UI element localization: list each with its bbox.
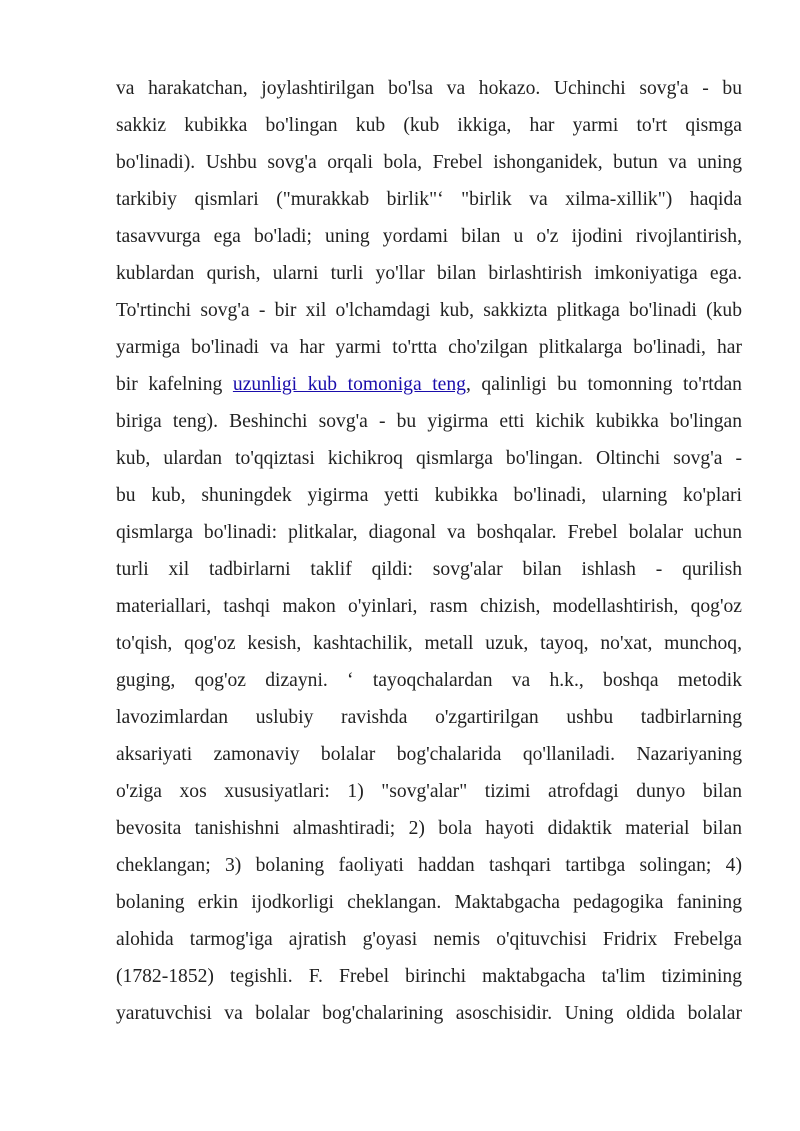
document-page <box>116 74 742 1036</box>
line-text-before-link: bir kafelning <box>116 374 233 395</box>
text-line: o'ziga xos xususiyatlari: 1) "sovg'alar" tizimi atrofdagi dunyo bilan <box>116 781 742 802</box>
text-line: bevosita tanishishni almashtiradi; 2) bola hayoti didaktik material bilan <box>116 818 742 839</box>
text-line: To'rtinchi sovg'a - bir xil o'lchamdagi kub, sakkizta plitkaga bo'linadi (kub <box>116 300 742 321</box>
text-line: kublardan qurish, ularni turli yo'llar bilan birlashtirish imkoniyatiga ega. <box>116 263 742 284</box>
text-line: bo'linadi). Ushbu sovg'a orqali bola, Frebel ishonganidek, butun va uning <box>116 152 742 173</box>
text-line: materiallari, tashqi makon o'yinlari, rasm chizish, modellashtirish, qog'oz <box>116 596 742 617</box>
text-line: lavozimlardan uslubiy ravishda o'zgartirilgan ushbu tadbirlarning <box>116 707 742 728</box>
text-line: va harakatchan, joylashtirilgan bo'lsa va hokazo. Uchinchi sovg'a - bu <box>116 78 742 99</box>
text-line: to'qish, qog'oz kesish, kashtachilik, metall uzuk, tayoq, no'xat, munchoq, <box>116 633 742 654</box>
text-line: guging, qog'oz dizayni. ‘ tayoqchalardan va h.k., boshqa metodik <box>116 670 742 691</box>
text-line: aksariyati zamonaviy bolalar bog'chalarida qo'llaniladi. Nazariyaning <box>116 744 742 765</box>
inline-link[interactable]: uzunligi kub tomoniga teng <box>232 374 466 395</box>
text-line: alohida tarmog'iga ajratish g'oyasi nemis o'qituvchisi Fridrix Frebelga <box>116 929 742 950</box>
text-line: turli xil tadbirlarni taklif qildi: sovg'alar bilan ishlash - qurilish <box>116 559 742 580</box>
text-line: bolaning erkin ijodkorligi cheklangan. Maktabgacha pedagogika fanining <box>116 892 742 913</box>
text-line: qismlarga bo'linadi: plitkalar, diagonal va boshqalar. Frebel bolalar uchun <box>116 522 742 543</box>
text-line: (1782-1852) tegishli. F. Frebel birinchi maktabgacha ta'lim tizimining <box>116 966 742 987</box>
text-line: biriga teng). Beshinchi sovg'a - bu yigirma etti kichik kubikka bo'lingan <box>116 411 742 432</box>
text-line: yarmiga bo'linadi va har yarmi to'rtta cho'zilgan plitkalarga bo'linadi, har <box>116 337 742 358</box>
text-line: sakkiz kubikka bo'lingan kub (kub ikkiga, har yarmi to'rt qismga <box>116 115 742 136</box>
text-line-with-link <box>116 370 742 407</box>
text-line: kub, ulardan to'qqiztasi kichikroq qismlarga bo'lingan. Oltinchi sovg'a - <box>116 448 742 469</box>
text-line: bu kub, shuningdek yigirma yetti kubikka bo'linadi, ularning ko'plari <box>116 485 742 506</box>
line-text-after-link: , qalinligi bu tomonning to'rtdan <box>465 374 742 395</box>
text-line: yaratuvchisi va bolalar bog'chalarining asoschisidir. Uning oldida bolalar <box>116 1003 742 1024</box>
text-line: tarkibiy qismlari ("murakkab birlik"‘ "birlik va xilma-xillik") haqida <box>116 189 742 210</box>
text-line: cheklangan; 3) bolaning faoliyati haddan tashqari tartibga solingan; 4) <box>116 855 742 876</box>
text-line: tasavvurga ega bo'ladi; uning yordami bilan u o'z ijodini rivojlantirish, <box>116 226 742 247</box>
